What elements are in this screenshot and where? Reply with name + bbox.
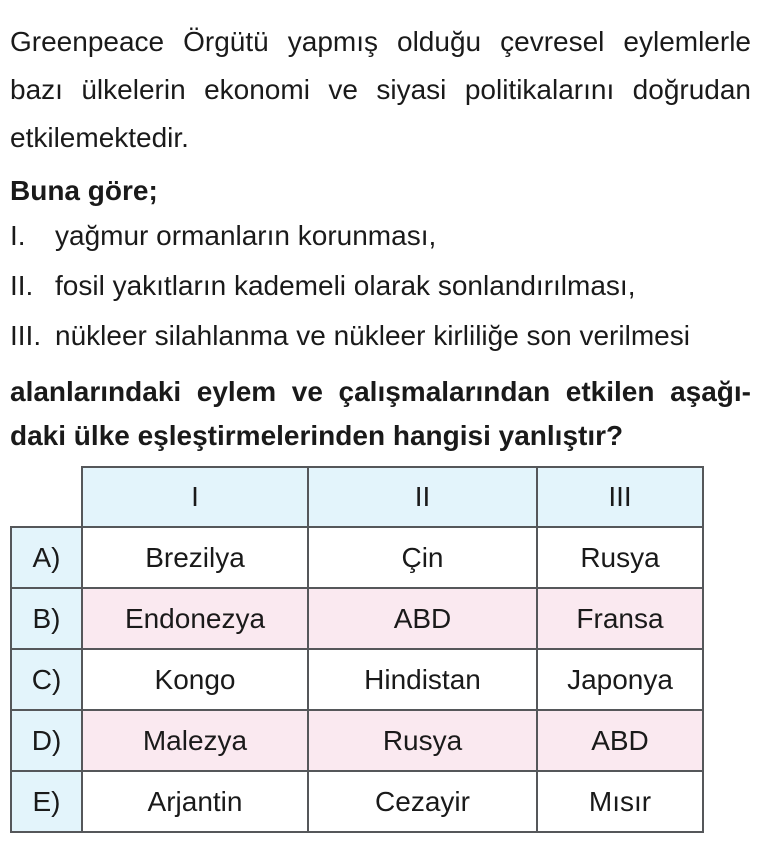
answer-cell-c2: Hindistan [308, 649, 537, 710]
answer-cell-e3: Mısır [537, 771, 703, 832]
answer-cell-c3: Japonya [537, 649, 703, 710]
intro-paragraph [10, 18, 751, 162]
statements-list [10, 220, 753, 352]
intro-line-3: etkilemektedir. [10, 122, 189, 153]
column-header-iii: III [537, 467, 703, 527]
answer-row-b [11, 588, 703, 649]
row-label-b: B) [11, 588, 82, 649]
answer-cell-d3: ABD [537, 710, 703, 771]
answer-row-a [11, 527, 703, 588]
intro-line-2: bazı ülkelerin ekonomi ve siyasi politikalarını doğrudan [10, 74, 751, 105]
statement-item-3 [10, 320, 753, 352]
statement-text-3: nükleer silahlanma ve nükleer kirliliğe son verilmesi [55, 320, 690, 351]
answer-cell-a2: Çin [308, 527, 537, 588]
statement-text-1: yağmur ormanların korunması, [55, 220, 437, 251]
column-header-ii: II [308, 467, 537, 527]
answer-row-d [11, 710, 703, 771]
answer-cell-a1: Brezilya [82, 527, 308, 588]
answer-cell-e2: Cezayir [308, 771, 537, 832]
column-header-i: I [82, 467, 308, 527]
answer-row-c [11, 649, 703, 710]
answer-row-e [11, 771, 703, 832]
statement-text-2: fosil yakıtların kademeli olarak sonlandırılması, [55, 270, 636, 301]
section-heading: Buna göre; [10, 175, 158, 206]
answer-cell-e1: Arjantin [82, 771, 308, 832]
answer-cell-b1: Endonezya [82, 588, 308, 649]
statement-numeral-3: III. [10, 320, 42, 351]
intro-line-1: Greenpeace Örgütü yapmış olduğu çevresel eylemlerle [10, 26, 751, 57]
answer-cell-c1: Kongo [82, 649, 308, 710]
answer-cell-d2: Rusya [308, 710, 537, 771]
statement-numeral-1: I. [10, 220, 26, 251]
question-line-2: daki ülke eşleştirmelerinden hangisi yanlıştır? [10, 420, 624, 451]
answer-cell-d1: Malezya [82, 710, 308, 771]
answer-table [10, 466, 704, 833]
statement-numeral-2: II. [10, 270, 34, 301]
statement-item-2 [10, 270, 753, 302]
answer-cell-b3: Fransa [537, 588, 703, 649]
statement-item-1 [10, 220, 753, 252]
question-text [10, 370, 751, 458]
row-label-e: E) [11, 771, 82, 832]
question-line-1: alanlarındaki eylem ve çalışmalarından etkilen aşağı- [10, 376, 751, 407]
table-corner-cell [11, 467, 82, 527]
answer-cell-b2: ABD [308, 588, 537, 649]
row-label-a: A) [11, 527, 82, 588]
table-header-row [11, 467, 703, 527]
row-label-c: C) [11, 649, 82, 710]
row-label-d: D) [11, 710, 82, 771]
answer-cell-a3: Rusya [537, 527, 703, 588]
